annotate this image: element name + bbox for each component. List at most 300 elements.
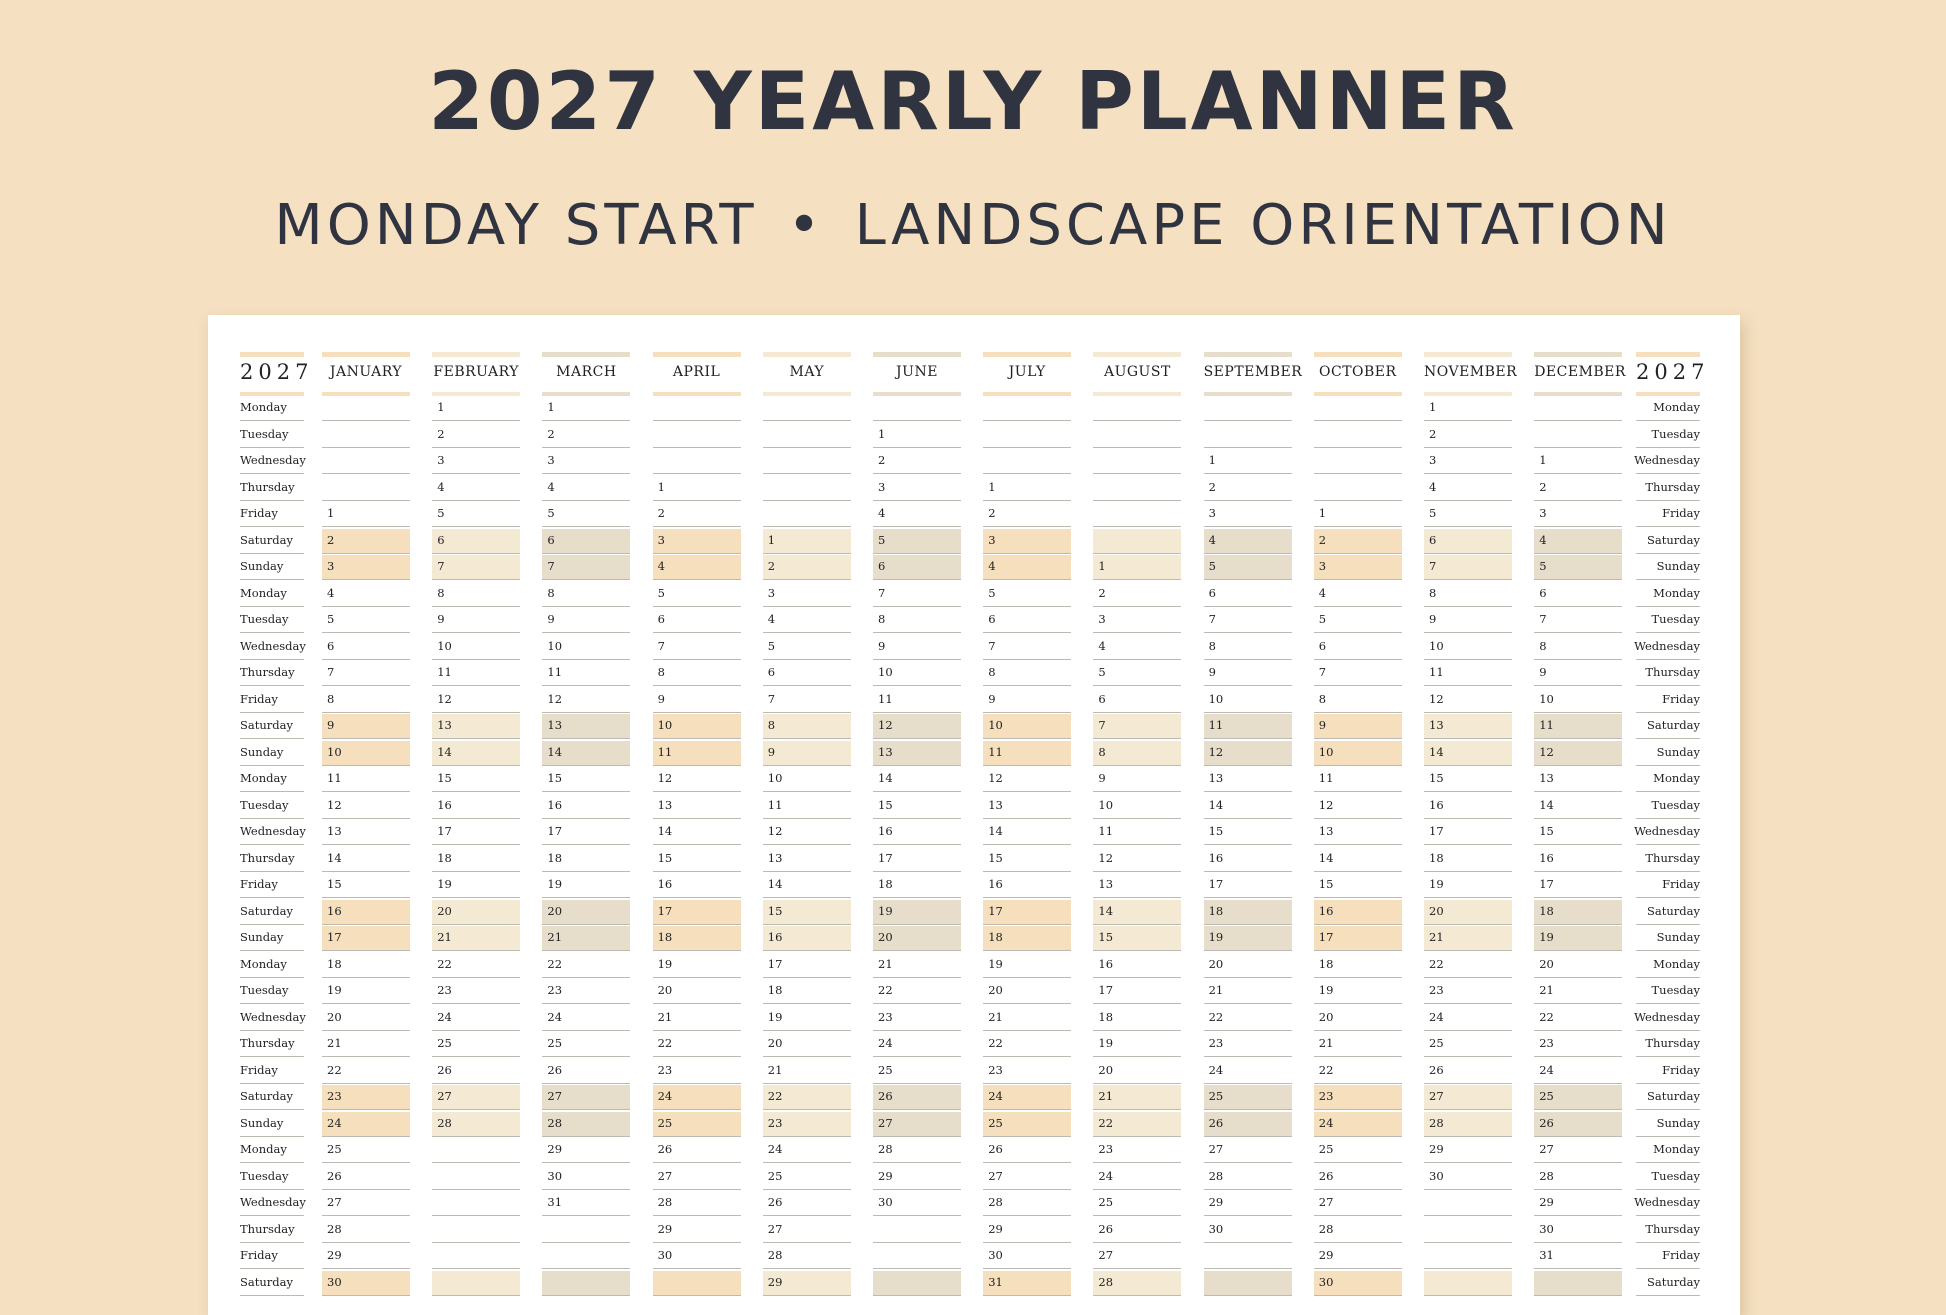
day-cell xyxy=(1093,1112,1181,1137)
day-cell xyxy=(542,1138,630,1163)
day-number: 7 xyxy=(1539,612,1547,626)
day-number: 17 xyxy=(547,824,563,838)
day-number: 12 xyxy=(1098,850,1114,865)
weekday-label: Sunday xyxy=(1656,930,1700,944)
day-number: 5 xyxy=(657,585,665,600)
day-cell xyxy=(653,1244,741,1269)
weekday-label: Friday xyxy=(1662,691,1700,706)
month-header-bar xyxy=(873,352,961,357)
day-cell xyxy=(542,900,630,925)
day-cell xyxy=(432,1112,520,1137)
weekday-label: Saturday xyxy=(1647,532,1700,547)
day-cell xyxy=(763,635,851,660)
day-number: 1 xyxy=(437,400,445,414)
day-cell xyxy=(763,979,851,1004)
day-number: 8 xyxy=(437,585,445,600)
day-number: 1 xyxy=(327,506,335,520)
day-number: 26 xyxy=(1429,1062,1444,1077)
day-cell xyxy=(1314,926,1402,951)
day-number: 7 xyxy=(1098,718,1106,732)
day-cell xyxy=(983,1191,1071,1216)
day-number: 3 xyxy=(878,479,886,494)
day-cell xyxy=(763,714,851,739)
day-number: 14 xyxy=(988,824,1003,838)
day-number: 4 xyxy=(1429,479,1437,494)
day-cell xyxy=(1424,449,1512,474)
day-number: 22 xyxy=(327,1062,342,1077)
day-cell xyxy=(983,423,1071,448)
day-cell xyxy=(1424,926,1512,951)
weekday-cell xyxy=(1636,661,1700,686)
day-cell xyxy=(1204,714,1292,739)
day-cell xyxy=(432,820,520,845)
day-cell xyxy=(432,423,520,448)
day-cell xyxy=(322,714,410,739)
day-cell xyxy=(322,1006,410,1031)
day-cell xyxy=(763,926,851,951)
day-number: 20 xyxy=(767,1036,783,1050)
day-number: 2 xyxy=(1098,585,1106,600)
weekday-cell xyxy=(240,953,304,978)
day-number: 3 xyxy=(547,453,555,467)
day-cell xyxy=(1534,1165,1622,1190)
weekday-cell xyxy=(240,1138,304,1163)
day-number: 15 xyxy=(1429,771,1444,785)
day-cell xyxy=(983,873,1071,898)
day-number: 22 xyxy=(1098,1115,1114,1130)
day-cell xyxy=(1314,608,1402,633)
day-cell xyxy=(983,555,1071,580)
day-cell xyxy=(1424,1006,1512,1031)
day-cell xyxy=(1534,1112,1622,1137)
day-number: 8 xyxy=(657,665,665,679)
day-cell xyxy=(653,873,741,898)
day-cell xyxy=(873,714,961,739)
weekday-label: Sunday xyxy=(1656,744,1700,759)
day-number: 19 xyxy=(1098,1036,1114,1050)
day-cell xyxy=(1204,926,1292,951)
day-number: 13 xyxy=(1208,771,1224,785)
day-number: 21 xyxy=(327,1036,342,1050)
weekday-label: Friday xyxy=(240,691,278,706)
day-cell xyxy=(322,1218,410,1243)
day-cell xyxy=(873,820,961,845)
day-number: 24 xyxy=(1318,1115,1334,1130)
day-number: 9 xyxy=(878,638,886,653)
day-number: 8 xyxy=(327,691,335,706)
weekday-cell xyxy=(240,555,304,580)
day-cell xyxy=(1424,873,1512,898)
day-number: 5 xyxy=(988,585,996,600)
day-number: 4 xyxy=(657,559,665,573)
day-cell xyxy=(542,661,630,686)
day-number: 23 xyxy=(657,1062,673,1077)
day-number: 25 xyxy=(878,1062,893,1077)
day-cell xyxy=(1314,1191,1402,1216)
day-cell xyxy=(1314,423,1402,448)
day-cell xyxy=(1314,555,1402,580)
day-cell xyxy=(653,953,741,978)
day-cell xyxy=(873,1191,961,1216)
day-number: 15 xyxy=(437,771,452,785)
day-cell xyxy=(322,1032,410,1057)
day-cell xyxy=(1534,1191,1622,1216)
weekday-cell xyxy=(240,661,304,686)
weekday-label: Monday xyxy=(240,585,287,600)
day-number: 28 xyxy=(1208,1168,1224,1183)
day-cell xyxy=(1424,1032,1512,1057)
weekday-cell xyxy=(240,794,304,819)
day-number: 21 xyxy=(1098,1089,1114,1103)
day-cell xyxy=(1534,926,1622,951)
day-cell xyxy=(763,741,851,766)
weekday-label: Wednesday xyxy=(240,1009,306,1024)
day-number: 10 xyxy=(657,718,673,732)
day-cell xyxy=(322,1244,410,1269)
day-number: 28 xyxy=(547,1115,563,1130)
weekday-label: Friday xyxy=(240,506,278,520)
day-number: 28 xyxy=(1429,1115,1444,1130)
day-number: 27 xyxy=(1098,1248,1114,1262)
day-number: 7 xyxy=(657,638,665,653)
day-cell xyxy=(1424,396,1512,421)
day-number: 21 xyxy=(767,1062,783,1077)
day-number: 24 xyxy=(988,1089,1003,1103)
weekday-label: Saturday xyxy=(1647,1089,1700,1103)
day-cell xyxy=(653,688,741,713)
day-cell xyxy=(873,1059,961,1084)
weekday-label: Saturday xyxy=(240,1089,293,1103)
day-number: 2 xyxy=(657,506,665,520)
day-cell xyxy=(1314,1271,1402,1296)
weekday-label: Friday xyxy=(1662,1248,1700,1262)
day-cell xyxy=(873,767,961,792)
day-cell xyxy=(983,1165,1071,1190)
day-cell xyxy=(1534,1244,1622,1269)
day-cell xyxy=(1204,555,1292,580)
subtitle-separator: • xyxy=(787,193,825,258)
day-cell xyxy=(1093,582,1181,607)
month-name: SEPTEMBER xyxy=(1203,364,1303,380)
weekday-cell xyxy=(240,449,304,474)
day-cell xyxy=(1093,1218,1181,1243)
day-number: 27 xyxy=(547,1089,563,1103)
day-number: 15 xyxy=(547,771,563,785)
day-number: 21 xyxy=(1539,983,1554,997)
day-cell xyxy=(542,847,630,872)
day-cell xyxy=(983,661,1071,686)
day-cell xyxy=(653,396,741,421)
weekday-cell xyxy=(1636,1112,1700,1137)
day-number: 25 xyxy=(657,1115,673,1130)
day-number: 25 xyxy=(547,1036,563,1050)
day-number: 29 xyxy=(988,1221,1003,1236)
day-cell xyxy=(653,847,741,872)
day-number: 26 xyxy=(1318,1168,1334,1183)
day-cell xyxy=(542,476,630,501)
day-cell xyxy=(432,1191,520,1216)
day-number: 3 xyxy=(1208,506,1216,520)
day-cell xyxy=(1093,1085,1181,1110)
month-header-bar xyxy=(542,352,630,357)
day-cell xyxy=(1424,979,1512,1004)
weekday-cell xyxy=(1636,1244,1700,1269)
day-number: 28 xyxy=(767,1248,783,1262)
day-cell xyxy=(1093,767,1181,792)
day-cell xyxy=(1314,1138,1402,1163)
day-cell xyxy=(653,555,741,580)
day-cell xyxy=(322,873,410,898)
weekday-cell xyxy=(1636,582,1700,607)
day-number: 16 xyxy=(657,877,673,891)
planner-sheet xyxy=(208,315,1740,1315)
day-cell xyxy=(1314,1112,1402,1137)
day-cell xyxy=(873,953,961,978)
day-number: 9 xyxy=(1429,612,1437,626)
day-number: 2 xyxy=(988,506,996,520)
day-cell xyxy=(1204,1165,1292,1190)
month-name: JUNE xyxy=(896,364,938,380)
weekday-label: Saturday xyxy=(1647,718,1700,732)
subtitle-orientation: LANDSCAPE ORIENTATION xyxy=(854,193,1672,258)
weekday-label: Friday xyxy=(240,877,278,891)
day-number: 21 xyxy=(1208,983,1224,997)
day-cell xyxy=(983,953,1071,978)
day-number: 23 xyxy=(547,983,563,997)
weekday-label: Wednesday xyxy=(1634,1009,1700,1024)
day-cell xyxy=(983,794,1071,819)
weekday-label: Saturday xyxy=(1647,903,1700,918)
weekday-label: Saturday xyxy=(1647,1274,1700,1289)
day-cell xyxy=(1204,900,1292,925)
day-cell xyxy=(1314,688,1402,713)
day-cell xyxy=(983,688,1071,713)
day-cell xyxy=(322,476,410,501)
day-cell xyxy=(542,1059,630,1084)
day-cell xyxy=(322,1112,410,1137)
day-cell xyxy=(432,741,520,766)
day-number: 16 xyxy=(988,877,1003,891)
day-cell xyxy=(763,1165,851,1190)
day-number: 6 xyxy=(327,638,335,653)
day-cell xyxy=(322,900,410,925)
day-number: 29 xyxy=(767,1274,783,1289)
day-number: 23 xyxy=(878,1009,893,1024)
day-number: 18 xyxy=(878,877,893,891)
weekday-cell xyxy=(1636,396,1700,421)
day-cell xyxy=(873,582,961,607)
day-cell xyxy=(432,1085,520,1110)
weekday-label: Saturday xyxy=(240,532,293,547)
day-cell xyxy=(1534,502,1622,527)
day-number: 30 xyxy=(878,1195,893,1209)
day-number: 23 xyxy=(327,1089,342,1103)
day-number: 19 xyxy=(1539,930,1554,944)
day-cell xyxy=(1424,767,1512,792)
day-cell xyxy=(653,1218,741,1243)
weekday-label: Thursday xyxy=(240,1036,295,1050)
day-number: 16 xyxy=(878,824,893,838)
day-number: 29 xyxy=(547,1142,563,1156)
day-cell xyxy=(1534,1218,1622,1243)
day-cell xyxy=(1093,1032,1181,1057)
day-cell xyxy=(1093,1006,1181,1031)
day-cell xyxy=(1314,449,1402,474)
day-number: 21 xyxy=(437,930,452,944)
day-number: 9 xyxy=(547,612,555,626)
day-cell xyxy=(1204,688,1292,713)
day-number: 10 xyxy=(1539,691,1554,706)
day-number: 29 xyxy=(657,1221,673,1236)
day-number: 2 xyxy=(547,426,555,441)
day-cell xyxy=(763,953,851,978)
day-cell xyxy=(432,661,520,686)
weekday-cell xyxy=(240,1112,304,1137)
day-number: 16 xyxy=(767,930,783,944)
day-cell xyxy=(653,476,741,501)
year-label-right: 2027 xyxy=(1636,360,1710,384)
day-number: 27 xyxy=(1429,1089,1444,1103)
weekday-label: Tuesday xyxy=(240,1168,289,1183)
day-cell xyxy=(1314,767,1402,792)
weekday-cell xyxy=(240,873,304,898)
day-number: 4 xyxy=(547,479,555,494)
day-cell xyxy=(653,661,741,686)
day-number: 6 xyxy=(657,612,665,626)
month-name: AUGUST xyxy=(1103,364,1171,380)
day-number: 28 xyxy=(988,1195,1003,1209)
day-cell xyxy=(983,1244,1071,1269)
day-number: 28 xyxy=(1098,1274,1114,1289)
day-number: 28 xyxy=(437,1115,452,1130)
day-cell xyxy=(1093,661,1181,686)
day-number: 10 xyxy=(1208,691,1224,706)
day-number: 9 xyxy=(1318,718,1327,732)
day-cell xyxy=(542,979,630,1004)
day-number: 14 xyxy=(1208,797,1224,812)
day-cell xyxy=(1204,423,1292,448)
day-cell xyxy=(322,661,410,686)
day-number: 27 xyxy=(657,1168,673,1183)
day-number: 21 xyxy=(1318,1036,1334,1050)
day-cell xyxy=(983,1006,1071,1031)
day-number: 4 xyxy=(1318,585,1327,600)
day-number: 18 xyxy=(1098,1009,1114,1024)
day-number: 22 xyxy=(657,1036,673,1050)
day-cell xyxy=(1204,979,1292,1004)
day-cell xyxy=(653,741,741,766)
day-cell xyxy=(1534,423,1622,448)
day-number: 16 xyxy=(437,797,452,812)
day-cell xyxy=(1424,1244,1512,1269)
day-cell xyxy=(763,1218,851,1243)
day-cell xyxy=(873,1112,961,1137)
day-number: 1 xyxy=(657,479,665,494)
day-number: 14 xyxy=(657,824,673,838)
weekday-label: Friday xyxy=(1662,1062,1700,1077)
month-name: MAY xyxy=(789,364,825,380)
day-cell xyxy=(1534,529,1622,554)
weekday-cell xyxy=(240,396,304,421)
day-number: 16 xyxy=(1429,797,1444,812)
weekday-label: Monday xyxy=(240,1142,287,1156)
day-number: 25 xyxy=(1429,1036,1444,1050)
weekday-label: Sunday xyxy=(240,559,284,573)
weekday-label: Monday xyxy=(1653,956,1700,971)
day-cell xyxy=(763,529,851,554)
day-number: 5 xyxy=(767,638,776,653)
day-cell xyxy=(1424,608,1512,633)
weekday-label: Sunday xyxy=(240,744,284,759)
day-cell xyxy=(763,873,851,898)
weekday-cell xyxy=(1636,900,1700,925)
day-number: 4 xyxy=(1208,532,1216,547)
day-cell xyxy=(322,979,410,1004)
day-number: 28 xyxy=(657,1195,673,1209)
day-number: 22 xyxy=(437,956,452,971)
day-number: 11 xyxy=(1539,718,1554,732)
day-cell xyxy=(432,608,520,633)
day-number: 31 xyxy=(1539,1248,1554,1262)
day-cell xyxy=(873,1271,961,1296)
day-number: 8 xyxy=(547,585,555,600)
day-number: 26 xyxy=(1208,1115,1224,1130)
day-cell xyxy=(542,1165,630,1190)
day-cell xyxy=(1534,476,1622,501)
day-number: 20 xyxy=(1098,1062,1114,1077)
weekday-label: Friday xyxy=(1662,506,1700,520)
day-cell xyxy=(1204,847,1292,872)
day-cell xyxy=(432,1165,520,1190)
day-cell xyxy=(542,449,630,474)
day-cell xyxy=(873,794,961,819)
day-cell xyxy=(432,900,520,925)
weekday-cell xyxy=(1636,1006,1700,1031)
day-number: 13 xyxy=(1539,771,1554,785)
day-cell xyxy=(1204,1138,1292,1163)
day-cell xyxy=(873,502,961,527)
day-number: 7 xyxy=(1429,559,1437,573)
day-cell xyxy=(1314,794,1402,819)
day-cell xyxy=(322,794,410,819)
day-cell xyxy=(1534,661,1622,686)
weekday-label: Sunday xyxy=(240,1115,284,1130)
day-cell xyxy=(653,1191,741,1216)
weekday-label: Tuesday xyxy=(1651,426,1700,441)
day-cell xyxy=(1314,1032,1402,1057)
day-number: 3 xyxy=(327,559,335,573)
day-number: 1 xyxy=(1098,559,1106,573)
day-number: 11 xyxy=(1098,824,1114,838)
weekday-label: Monday xyxy=(1653,400,1700,414)
day-number: 4 xyxy=(437,479,445,494)
day-cell xyxy=(1204,1191,1292,1216)
month-name: APRIL xyxy=(672,364,721,380)
day-cell xyxy=(1534,396,1622,421)
day-cell xyxy=(542,767,630,792)
weekday-label: Monday xyxy=(240,771,287,785)
day-number: 19 xyxy=(657,956,673,971)
day-cell xyxy=(1534,1032,1622,1057)
day-cell xyxy=(542,741,630,766)
day-cell xyxy=(763,661,851,686)
day-cell xyxy=(322,529,410,554)
day-cell xyxy=(983,582,1071,607)
weekday-label: Thursday xyxy=(240,479,295,494)
day-number: 3 xyxy=(1539,506,1547,520)
day-number: 14 xyxy=(547,744,563,759)
weekday-cell xyxy=(1636,1218,1700,1243)
